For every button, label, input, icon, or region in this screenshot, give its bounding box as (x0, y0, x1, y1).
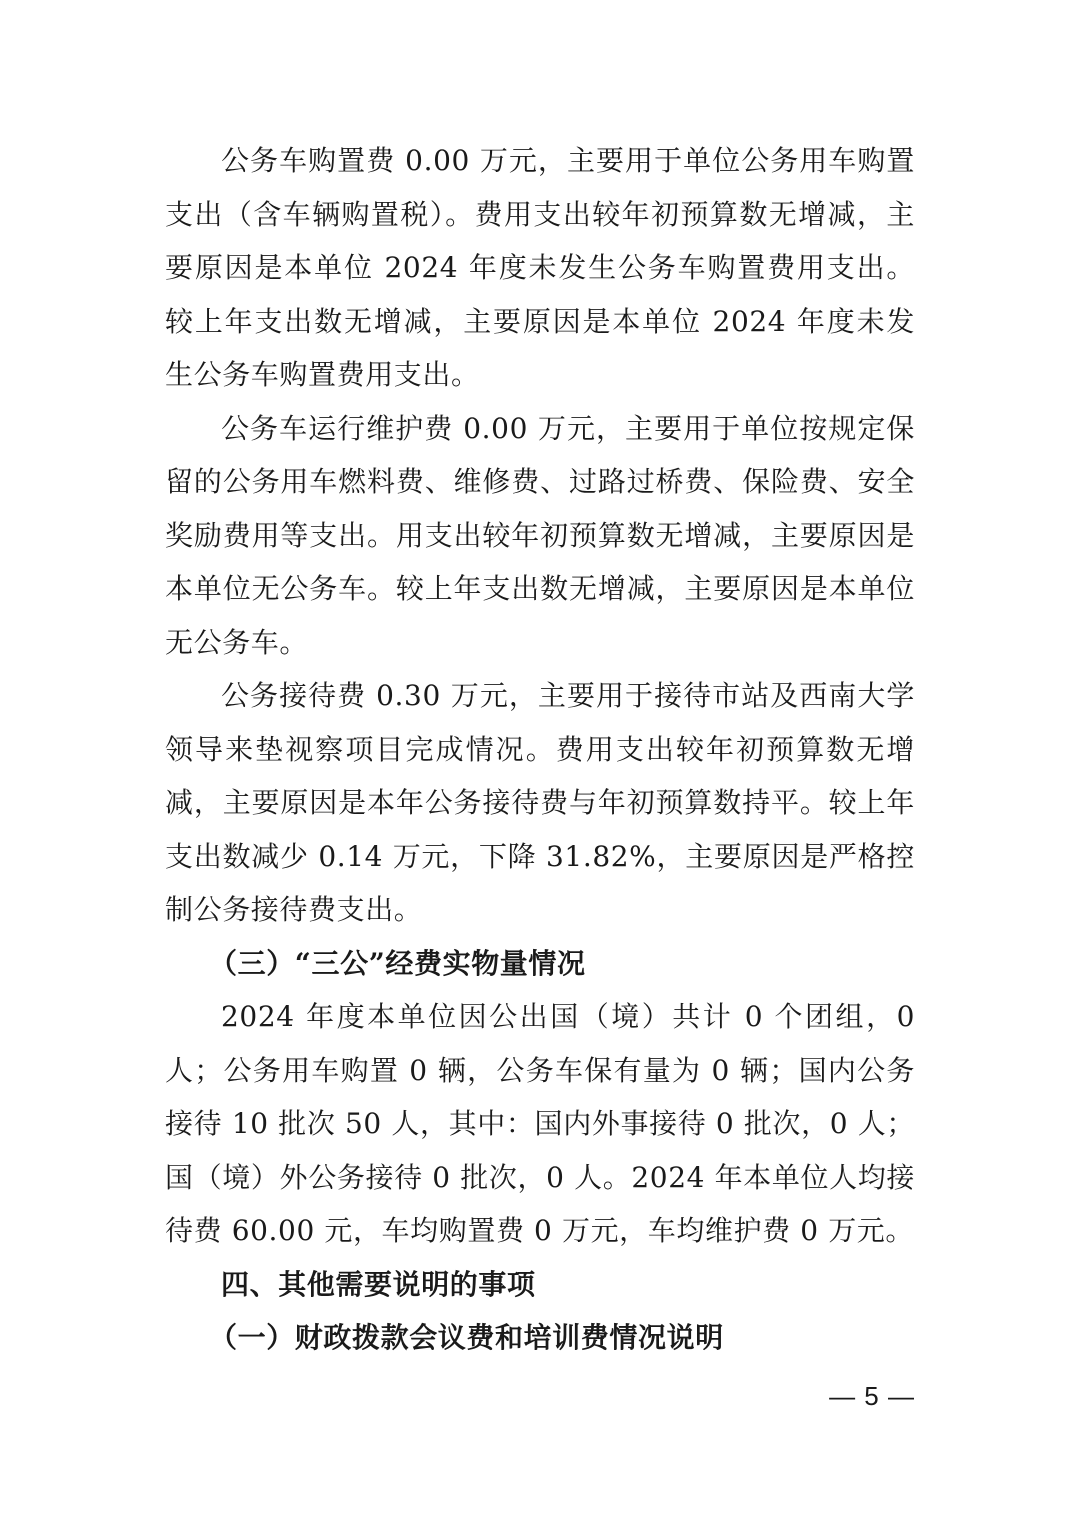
paragraph-physical-quantity: 2024 年度本单位因公出国（境）共计 0 个团组，0 人；公务用车购置 0 辆，公务车保有量为 0 辆；国内公务接待 10 批次 50 人，其中：国内外事接待 0 批次，0 人；国（境）外公务接待 0 批次，0 人。2024 年本单位人均接待费 60.00 元，车均购置费 0 万元，车均维护费 0 万元。 (165, 1000, 915, 1247)
page-number: — 5 — (829, 1381, 915, 1411)
page-body (165, 134, 915, 1365)
paragraph-reception: 公务接待费 0.30 万元，主要用于接待市站及西南大学领导来垫视察项目完成情况。费用支出较年初预算数无增减，主要原因是本年公务接待费与年初预算数持平。较上年支出数减少 0.14 万元，下降 31.82%，主要原因是严格控制公务接待费支出。 (165, 679, 915, 926)
heading-section-3: （三）“三公”经费实物量情况 (209, 946, 586, 980)
heading-part-4: 四、其他需要说明的事项 (221, 1267, 536, 1301)
heading-section-1: （一）财政拨款会议费和培训费情况说明 (209, 1321, 724, 1354)
paragraph-vehicle-maintenance: 公务车运行维护费 0.00 万元，主要用于单位按规定保留的公务用车燃料费、维修费、过路过桥费、保险费、安全奖励费用等支出。用支出较年初预算数无增减，主要原因是本单位无公务车。较上年支出数无增减，主要原因是本单位无公务车。 (165, 411, 915, 659)
paragraph-vehicle-purchase: 公务车购置费 0.00 万元，主要用于单位公务用车购置支出（含车辆购置税）。费用支出较年初预算数无增减，主要原因是本单位 2024 年度未发生公务车购置费用支出。较上年支出数无增减，主要原因是本单位 2024 年度未发生公务车购置费用支出。 (165, 144, 915, 391)
